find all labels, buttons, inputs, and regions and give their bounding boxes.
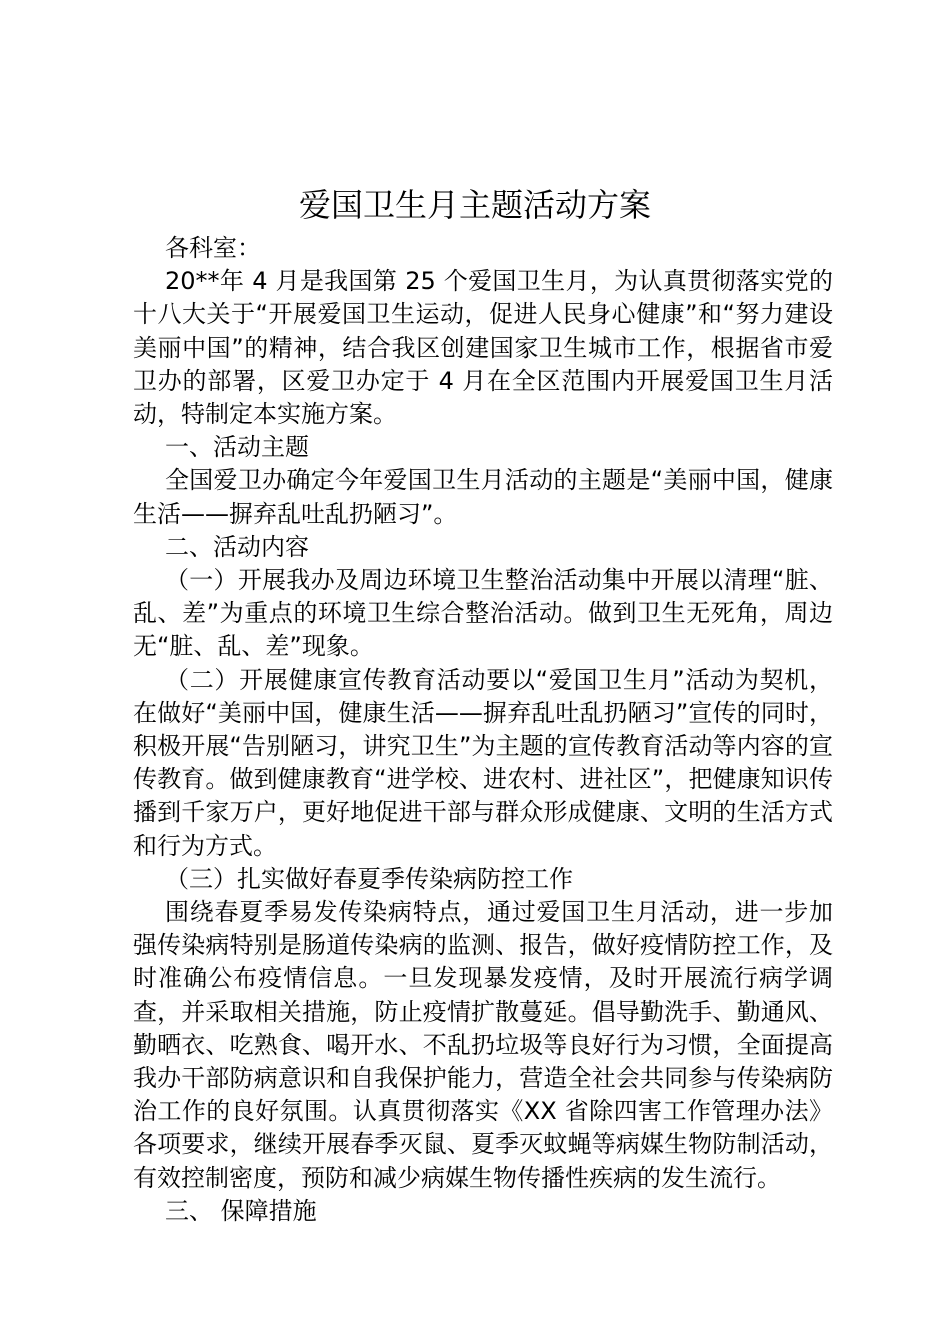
section-heading-measures: 三、 保障措施 [165, 1196, 317, 1225]
content-item-1: （一）开展我办及周边环境卫生整治活动集中开展以清理“脏、乱、差”为重点的环境卫生综合整治活动。做到卫生无死角，周边无“脏、乱、差”现象。 [133, 566, 833, 661]
salutation: 各科室： [165, 234, 261, 262]
theme-paragraph: 全国爱卫办确定今年爱国卫生月活动的主题是“美丽中国，健康生活——摒弃乱吐乱扔陋习”。 [133, 466, 833, 528]
section-heading-theme: 一、活动主题 [165, 433, 309, 462]
content-item-3-heading: （三）扎实做好春夏季传染病防控工作 [165, 864, 573, 893]
section-heading-content: 二、活动内容 [165, 532, 309, 561]
content-item-3-paragraph: 围绕春夏季易发传染病特点，通过爱国卫生月活动，进一步加强传染病特别是肠道传染病的监测、报告，做好疫情防控工作，及时准确公布疫情信息。一旦发现暴发疫情，及时开展流行病学调查，并采取相关措施，防止疫情扩散蔓延。倡导勤洗手、勤通风、勤晒衣、吃熟食、喝开水、不乱扔垃圾等良好行为习惯，全面提高我办干部防病意识和自我保护能力，营造全社会共同参与传染病防治工作的良好氛围。认真贯彻落实《XX 省除四害工作管理办法》各项要求，继续开展春季灭鼠、夏季灭蚊蝇等病媒生物防制活动，有效控制密度，预防和减少病媒生物传播性疾病的发生流行。 [133, 898, 833, 1192]
intro-paragraph: 20**年 4 月是我国第 25 个爱国卫生月，为认真贯彻落实党的十八大关于“开展爱国卫生运动，促进人民身心健康”和“努力建设美丽中国”的精神，结合我区创建国家卫生城市工作，根据省市爱卫办的部署，区爱卫办定于 4 月在全区范围内开展爱国卫生月活动，特制定本实施方案。 [133, 267, 833, 429]
content-item-2: （二）开展健康宣传教育活动要以“爱国卫生月”活动为契机，在做好“美丽中国，健康生活——摒弃乱吐乱扔陋习”宣传的同时，积极开展“告别陋习，讲究卫生”为主题的宣传教育活动等内容的宣传教育。做到健康教育“进学校、进农村、进社区”，把健康知识传播到千家万户，更好地促进干部与群众形成健康、文明的生活方式和行为方式。 [133, 665, 833, 860]
document-title: 爱国卫生月主题活动方案 [298, 186, 651, 224]
document-body [133, 232, 833, 1228]
